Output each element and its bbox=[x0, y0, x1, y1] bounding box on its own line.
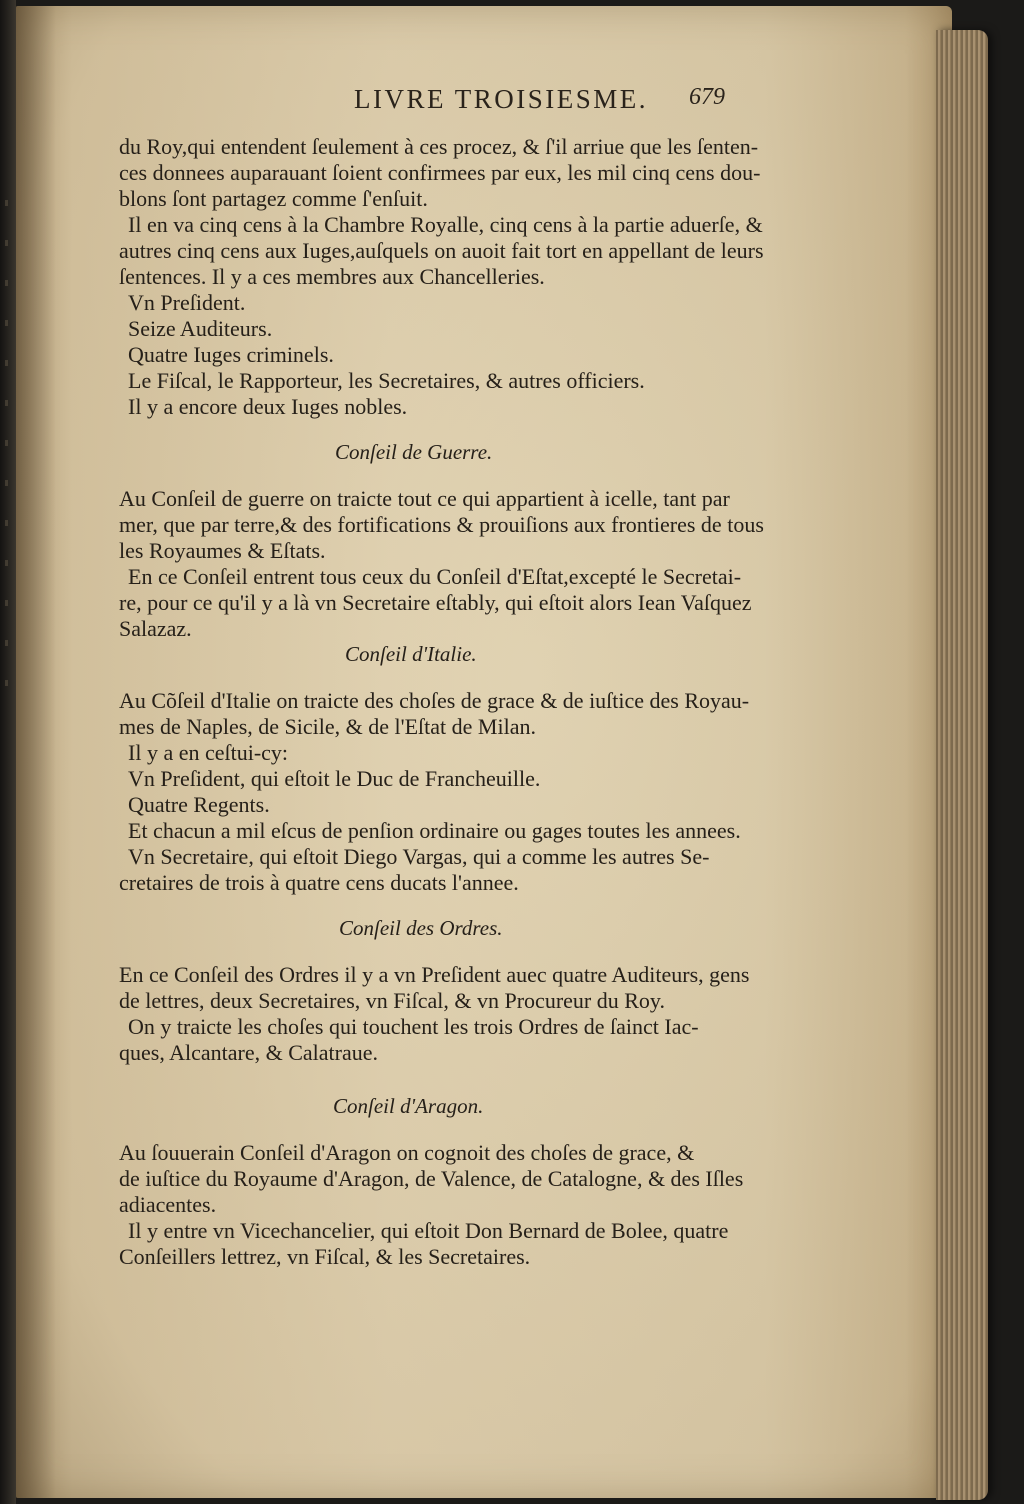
text-line: du Roy,qui entendent ſeulement à ces procez, & ſ'il arriue que les ſenten- bbox=[119, 134, 759, 159]
text-line: Vn Preſident. bbox=[128, 290, 246, 315]
text-line: Il en va cinq cens à la Chambre Royalle, cinq cens à la partie aduerſe, & bbox=[128, 212, 763, 237]
text-line: blons ſont partagez comme ſ'enſuit. bbox=[119, 186, 428, 211]
text-line: ces donnees auparauant ſoient confirmees par eux, les mil cinq cens dou- bbox=[119, 160, 761, 185]
text-line: Salazaz. bbox=[119, 616, 192, 641]
text-line: Au Cõſeil d'Italie on traicte des choſes de grace & de iuſtice des Royau- bbox=[119, 688, 750, 713]
text-line: On y traicte les choſes qui touchent les trois Ordres de ſainct Iac- bbox=[128, 1014, 699, 1039]
gutter-shadow bbox=[16, 6, 56, 1498]
section-heading-aragon: Conſeil d'Aragon. bbox=[333, 1094, 484, 1118]
text-line: Au Conſeil de guerre on traicte tout ce qui appartient à icelle, tant par bbox=[119, 486, 730, 511]
text-line: de lettres, deux Secretaires, vn Fiſcal, & vn Procureur du Roy. bbox=[119, 988, 665, 1013]
text-line: En ce Conſeil entrent tous ceux du Conſeil d'Eſtat,excepté le Secretai- bbox=[128, 564, 742, 589]
text-line: les Royaumes & Eſtats. bbox=[119, 538, 326, 563]
text-line: Il y a encore deux Iuges nobles. bbox=[128, 394, 408, 419]
text-line: mes de Naples, de Sicile, & de l'Eſtat de Milan. bbox=[119, 714, 536, 739]
text-line: adiacentes. bbox=[119, 1192, 217, 1217]
text-line: Le Fiſcal, le Rapporteur, les Secretaires, & autres officiers. bbox=[128, 368, 645, 393]
section-heading-guerre: Conſeil de Guerre. bbox=[335, 440, 493, 464]
text-line: En ce Conſeil des Ordres il y a vn Preſident auec quatre Auditeurs, gens bbox=[119, 962, 750, 987]
text-line: Au ſouuerain Conſeil d'Aragon on cognoit des choſes de grace, & bbox=[119, 1140, 695, 1165]
text-line: Seize Auditeurs. bbox=[128, 316, 273, 341]
text-line: Quatre Regents. bbox=[128, 792, 270, 817]
text-line: ſentences. Il y a ces membres aux Chancelleries. bbox=[119, 264, 545, 289]
text-line: autres cinq cens aux Iuges,auſquels on auoit fait tort en appellant de leurs bbox=[119, 238, 764, 263]
text-line: Et chacun a mil eſcus de penſion ordinaire ou gages toutes les annees. bbox=[128, 818, 741, 843]
text-line: Quatre Iuges criminels. bbox=[128, 342, 334, 367]
text-line: Vn Preſident, qui eſtoit le Duc de Francheuille. bbox=[128, 766, 541, 791]
page-fore-edge bbox=[936, 30, 988, 1500]
facing-page-marks bbox=[5, 200, 8, 700]
facing-page-edge bbox=[0, 0, 16, 1504]
section-heading-ordres: Conſeil des Ordres. bbox=[339, 916, 503, 940]
text-line: mer, que par terre,& des fortifications & prouiſions aux frontieres de tous bbox=[119, 512, 764, 537]
page-number: 679 bbox=[689, 84, 725, 110]
text-line: re, pour ce qu'il y a là vn Secretaire eſtably, qui eſtoit alors Iean Vaſquez bbox=[119, 590, 752, 615]
text-line: Il y entre vn Vicechancelier, qui eſtoit Don Bernard de Bolee, quatre bbox=[128, 1218, 729, 1243]
running-head: LIVRE TROISIESME. bbox=[353, 84, 648, 114]
text-line: Conſeillers lettrez, vn Fiſcal, & les Secretaires. bbox=[119, 1244, 531, 1269]
text-line: ques, Alcantare, & Calatraue. bbox=[119, 1040, 379, 1065]
section-heading-italie: Conſeil d'Italie. bbox=[345, 642, 477, 666]
text-line: cretaires de trois à quatre cens ducats l'annee. bbox=[119, 870, 519, 895]
text-line: Vn Secretaire, qui eſtoit Diego Vargas, qui a comme les autres Se- bbox=[128, 844, 710, 869]
book-page bbox=[16, 6, 952, 1498]
text-line: de iuſtice du Royaume d'Aragon, de Valence, de Catalogne, & des Iſles bbox=[119, 1166, 744, 1191]
text-line: Il y a en ceſtui-cy: bbox=[128, 740, 289, 765]
